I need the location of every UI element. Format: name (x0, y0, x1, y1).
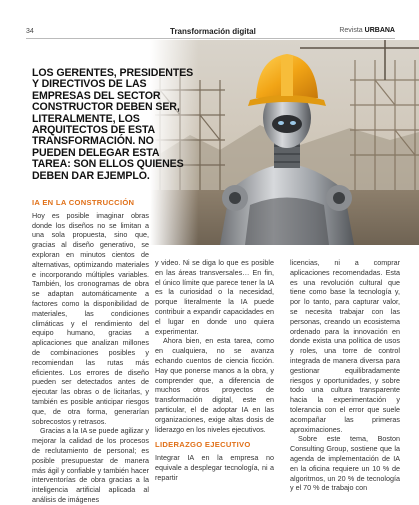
magazine-brand: URBANA (364, 27, 395, 34)
pull-quote: LOS GERENTES, PRESIDENTES Y DIRECTIVOS DE LAS EMPRESAS DEL SECTOR CONSTRUCTOR DEBEN SER, LITERALMENTE, LOS ARQUITECTOS DE ESTA TRANSFORMACIÓN. NO PUEDEN DELEGAR ESTA TAREA: SON ELLOS QUIENES DEBEN DAR EJEMPLO. (32, 67, 194, 182)
paragraph: Gracias a la IA se puede agilizar y mejorar la calidad de los procesos de reclutamiento de personal; es posible presupuestar de manera más ágil y confiable y también hacer interventorías de obra gracias a la inteligencia artificial aplicada al análisis de imágenes (32, 426, 149, 504)
paragraph: Ahora bien, en esta tarea, como en cualquiera, no se avanza echando cuentos de ciencia ficción. Hay que ponerse manos a la obra, y comprender que, a diferencia de muchos otros proyectos de transformación digital, este en particular, el de adoptar IA en las organizaciones, exige altas dosis de liderazgo en los niveles ejecutivos. (155, 336, 274, 434)
magazine-name (339, 27, 395, 34)
section-heading-liderazgo: LIDERAZGO EJECUTIVO (155, 440, 251, 450)
paragraph: y video. Ni se diga lo que es posible en las áreas transversales… En fin, el único límite que parece tener la IA es la curiosidad o la necesidad, porque literalmente la IA puede contribuir a expandir capacidades en el lugar en donde uno quiera experimentar. (155, 258, 274, 336)
paragraph: Hoy es posible imaginar obras donde los diseños no se limitan a una sola propuesta, sino que, gracias al diseño generativo, se exploran en minutos cientos de alternativas, optimizando materiales e incorporando múltiples variables. También, los cronogramas de obra se adaptan automáticamente a factores como la disponibilidad de materiales, las condiciones climáticas y el rendimiento del equipo humano, gracias a aplicaciones que analizan millones de combinaciones posibles y recomiendan las rutas más eficientes. Los errores de diseño pueden ser detectados antes de ejecutar las obras o de licitarlas, y también es posible anticipar riesgos que, de otra forma, generarían sobrecostos y retrasos. (32, 210, 149, 426)
paragraph: Integrar IA en la empresa no equivale a desplegar tecnología, ni a repartir (155, 453, 274, 482)
article-column-2 (155, 258, 274, 483)
paragraph: Sobre este tema, Boston Consulting Group, sostiene que la agenda de implementación de IA en la oficina requiere un 10 % de algoritmos, un 20 % de tecnología y el 70 % de trabajo con (290, 434, 400, 493)
page-header (0, 0, 419, 40)
header-rule (26, 38, 395, 39)
section-heading-ia: IA EN LA CONSTRUCCIÓN (32, 198, 135, 207)
section-title: Transformación digital (170, 27, 256, 36)
article-column-3 (290, 258, 400, 493)
article-column-1 (32, 198, 149, 505)
paragraph: licencias, ni a comprar aplicaciones recomendadas. Esta es una revolución cultural que tiene como base la tecnología y, por lo tanto, para capturar valor, se necesita trabajar con las personas, creando un ecosistema ordenado para la innovación en donde exista una política de usos y roles, una torre de control integrada de manera diversa para gestionar equilibradamente riesgos y oportunidades, y sobre todo una cultura transparente hacia la experimentación y tolerancia con el error que suele acompañar las primeras aproximaciones. (290, 258, 400, 434)
magazine-prefix: Revista (339, 27, 363, 34)
page-number: 34 (26, 28, 34, 35)
